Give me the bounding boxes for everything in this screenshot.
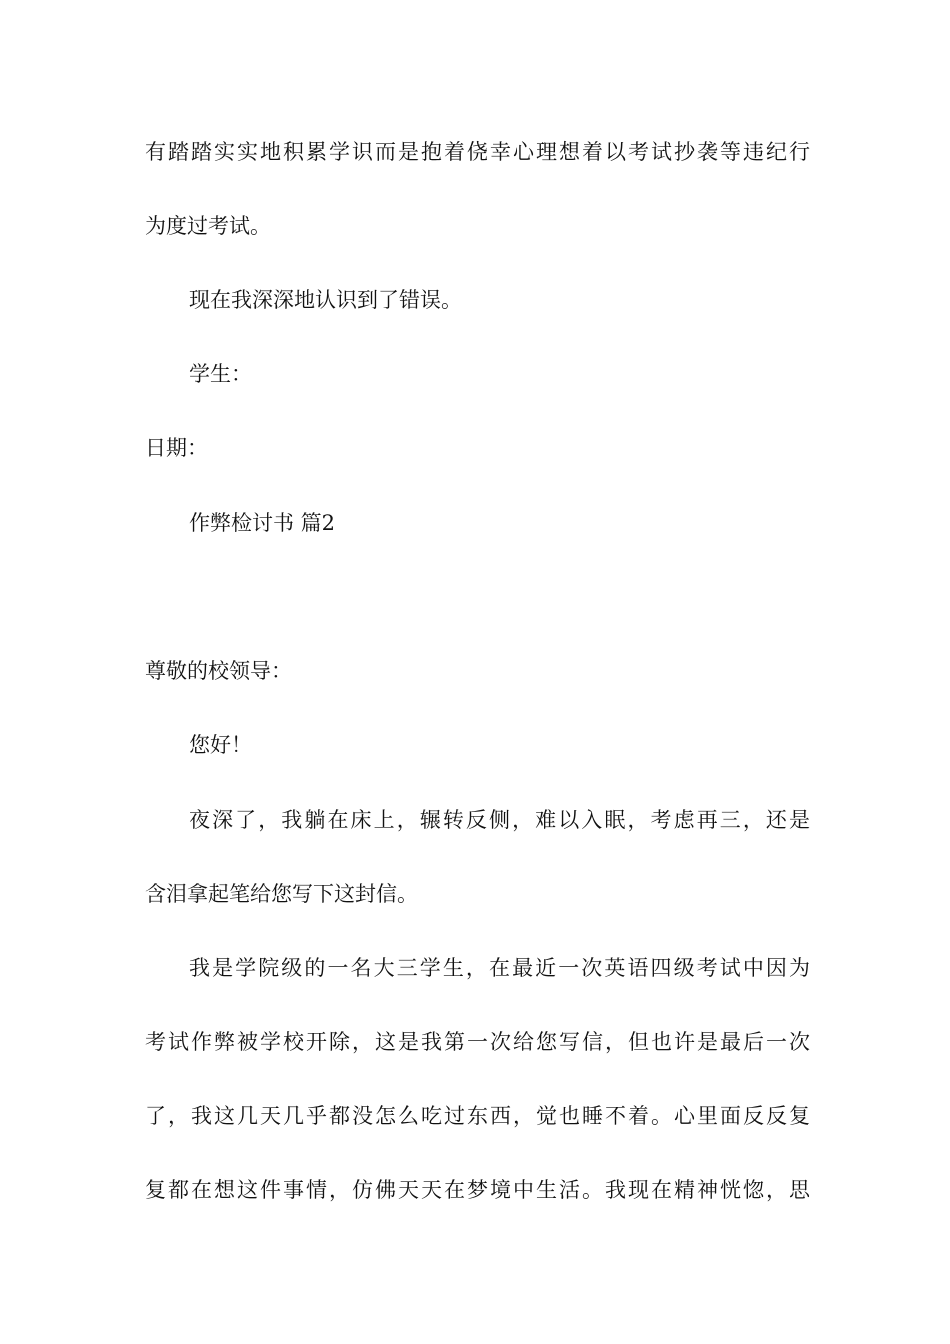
paragraph-line-9: 夜深了，我躺在床上，辗转反侧，难以入眠，考虑再三，还是	[189, 808, 810, 832]
section-title: 作弊检讨书 篇2	[189, 511, 336, 535]
student-label: 学生：	[189, 362, 252, 386]
salutation: 尊敬的校领导：	[145, 659, 292, 683]
paragraph-line-3: 现在我深深地认识到了错误。	[189, 288, 462, 312]
greeting: 您好！	[189, 733, 252, 757]
paragraph-line-14: 复都在想这件事情，仿佛天天在梦境中生活。我现在精神恍惚，思	[145, 1178, 810, 1202]
paragraph-line-11: 我是学院级的一名大三学生，在最近一次英语四级考试中因为	[189, 956, 810, 980]
paragraph-line-2: 为度过考试。	[145, 214, 271, 238]
paragraph-line-1: 有踏踏实实地积累学识而是抱着侥幸心理想着以考试抄袭等违纪行	[145, 140, 810, 164]
paragraph-line-12: 考试作弊被学校开除，这是我第一次给您写信，但也许是最后一次	[145, 1030, 810, 1054]
paragraph-line-10: 含泪拿起笔给您写下这封信。	[145, 882, 418, 906]
date-label: 日期：	[145, 436, 208, 460]
paragraph-line-13: 了，我这几天几乎都没怎么吃过东西，觉也睡不着。心里面反反复	[145, 1104, 810, 1128]
